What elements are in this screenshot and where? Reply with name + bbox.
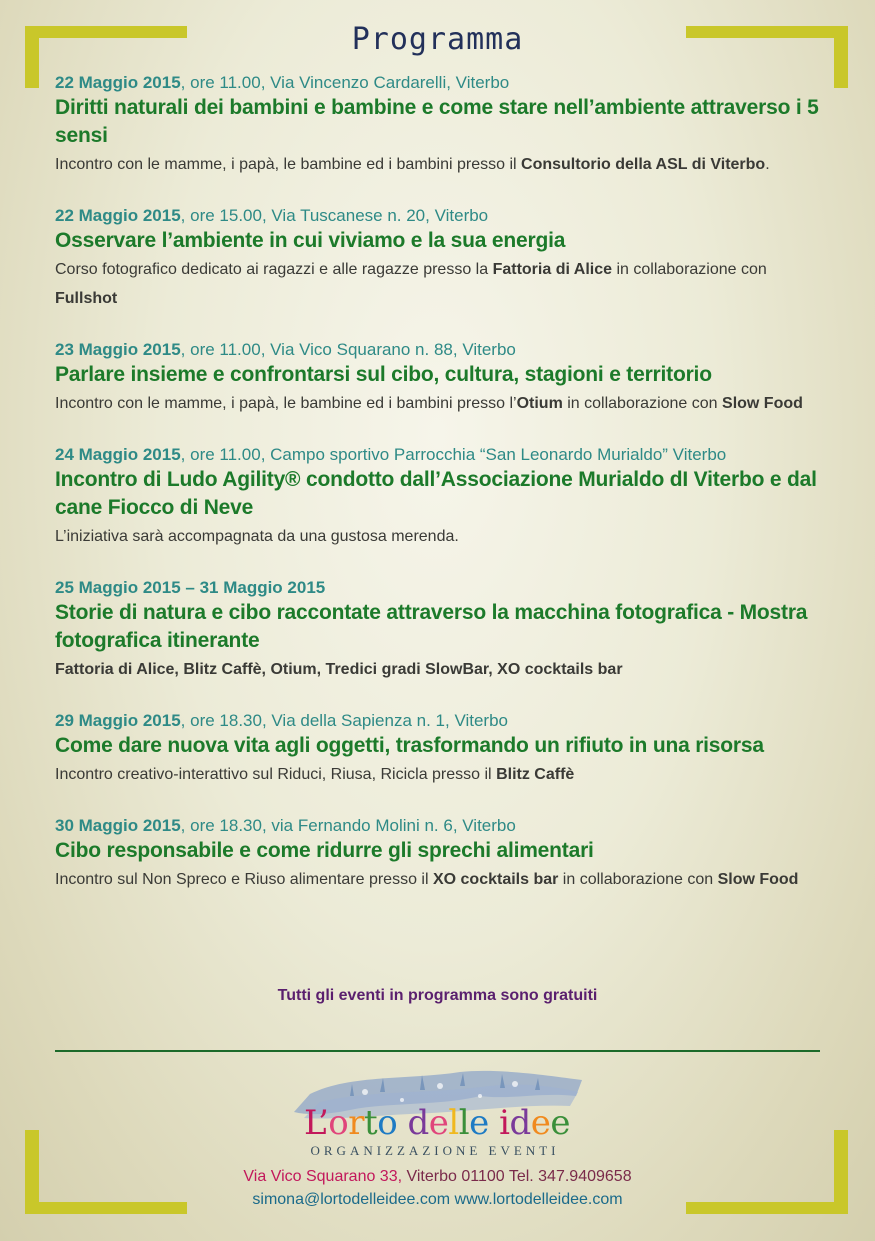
event-item: [55, 815, 825, 894]
description-run: in collaborazione con: [612, 261, 767, 278]
event-title: Incontro di Ludo Agility® condotto dall’Associazione Murialdo dI Viterbo e dal cane Fiocco di Neve: [55, 468, 817, 519]
logo-letter: l: [458, 1103, 470, 1143]
description-bold-run: Otium: [516, 395, 563, 412]
description-run: Corso fotografico dedicato ai ragazzi e alle ragazze presso la: [55, 261, 493, 278]
logo-subtitle: ORGANIZZAZIONE EVENTI: [310, 1143, 560, 1158]
event-description: [55, 655, 825, 684]
description-run: Incontro con le mamme, i papà, le bambine ed i bambini presso l’: [55, 395, 517, 412]
logo-name: [302, 1103, 572, 1143]
event-date: 25 Maggio 2015 – 31 Maggio 2015: [55, 578, 326, 597]
contact-email-web[interactable]: simona@lortodelleidee.com www.lortodelleidee.com: [252, 1191, 623, 1208]
event-details: , ore 18.30, via Fernando Molini n. 6, Viterbo: [180, 816, 516, 835]
event-item: [55, 72, 825, 179]
event-description: [55, 760, 825, 789]
event-description: [55, 389, 825, 418]
event-when: [55, 577, 825, 599]
event-item: [55, 577, 825, 684]
event-date: 23 Maggio 2015: [55, 340, 181, 359]
event-when: [55, 815, 825, 837]
contact-address: Via Vico Squarano 33,: [243, 1168, 403, 1185]
event-details: , ore 18.30, Via della Sapienza n. 1, Viterbo: [180, 711, 508, 730]
logo-letter: t: [364, 1103, 378, 1143]
event-item: [55, 710, 825, 789]
event-title: Osservare l’ambiente in cui viviamo e la sua energia: [55, 229, 566, 252]
event-item: [55, 444, 825, 551]
contact-phone: Tel. 347.9409658: [504, 1168, 632, 1185]
description-bold-run: Blitz Caffè: [496, 766, 575, 783]
event-details: , ore 11.00, Via Vincenzo Cardarelli, Viterbo: [180, 73, 510, 92]
event-description: [55, 865, 825, 894]
description-run: Incontro con le mamme, i papà, le bambine ed i bambini presso il: [55, 156, 522, 173]
event-title: Storie di natura e cibo raccontate attraverso la macchina fotografica - Mostra fotografica itinerante: [55, 601, 808, 652]
description-run: in collaborazione con: [562, 395, 723, 412]
event-when: [55, 444, 825, 466]
description-bold-run: XO cocktails bar: [432, 871, 559, 888]
event-date: 22 Maggio 2015: [55, 73, 181, 92]
event-when: [55, 205, 825, 227]
logo-letter: L’: [304, 1103, 329, 1143]
event-when: [55, 339, 825, 361]
logo-letter: e: [469, 1103, 489, 1143]
event-title: Come dare nuova vita agli oggetti, trasformando un rifiuto in una risorsa: [55, 734, 764, 757]
description-run: L’iniziativa sarà accompagnata da una gustosa merenda.: [55, 528, 459, 545]
event-date: 29 Maggio 2015: [55, 711, 181, 730]
event-item: [55, 205, 825, 313]
description-bold-run: Fattoria di Alice: [492, 261, 613, 278]
event-description: [55, 522, 825, 551]
event-item: [55, 339, 825, 418]
event-list: [55, 72, 825, 920]
divider: [55, 1050, 820, 1052]
logo-letter: o: [328, 1103, 349, 1143]
event-when: [55, 710, 825, 732]
logo-letter: [397, 1103, 407, 1143]
description-bold-run: Fullshot: [55, 290, 118, 307]
event-details: , ore 11.00, Campo sportivo Parrocchia “San Leonardo Murialdo” Viterbo: [180, 445, 727, 464]
description-run: .: [765, 156, 770, 173]
event-details: , ore 11.00, Via Vico Squarano n. 88, Viterbo: [180, 340, 516, 359]
event-date: 22 Maggio 2015: [55, 206, 181, 225]
logo-letter: o: [377, 1103, 398, 1143]
description-bold-run: Slow Food: [717, 871, 799, 888]
description-run: in collaborazione con: [558, 871, 718, 888]
event-details: , ore 15.00, Via Tuscanese n. 20, Viterbo: [180, 206, 489, 225]
logo-letter: [489, 1103, 499, 1143]
logo-letter: d: [407, 1103, 429, 1143]
contact-line-1: [0, 1168, 875, 1186]
description-bold-run: Slow Food: [722, 395, 803, 412]
logo-letter: e: [550, 1103, 570, 1143]
description-run: Incontro creativo-interattivo sul Riduci, Riusa, Ricicla presso il: [55, 766, 497, 783]
event-when: [55, 72, 825, 94]
event-description: [55, 255, 825, 313]
free-events-note: Tutti gli eventi in programma sono gratuiti: [277, 987, 598, 1004]
logo-letter: l: [448, 1103, 459, 1143]
contact-city: Viterbo 01100: [402, 1168, 505, 1185]
event-date: 24 Maggio 2015: [55, 445, 181, 464]
description-run: Incontro sul Non Spreco e Riuso alimentare presso il: [55, 871, 433, 888]
event-date: 30 Maggio 2015: [55, 816, 181, 835]
logo-letter: e: [428, 1103, 449, 1143]
description-bold-run: Consultorio della ASL di Viterbo: [521, 156, 766, 173]
event-title: Cibo responsabile e come ridurre gli sprechi alimentari: [55, 839, 594, 862]
logo-letter: d: [509, 1103, 531, 1143]
organizer-logo: [290, 1066, 590, 1166]
event-title: Parlare insieme e confrontarsi sul cibo, cultura, stagioni e territorio: [55, 363, 712, 386]
logo-letter: e: [530, 1103, 551, 1143]
event-title: Diritti naturali dei bambini e bambine e come stare nell’ambiente attraverso i 5 sensi: [55, 96, 819, 147]
logo-letter: r: [348, 1103, 365, 1143]
description-bold-run: Fattoria di Alice, Blitz Caffè, Otium, Tredici gradi SlowBar, XO cocktails bar: [55, 661, 623, 678]
logo-letter: i: [499, 1103, 510, 1143]
event-description: [55, 150, 825, 179]
page-title: Programma: [351, 22, 524, 57]
